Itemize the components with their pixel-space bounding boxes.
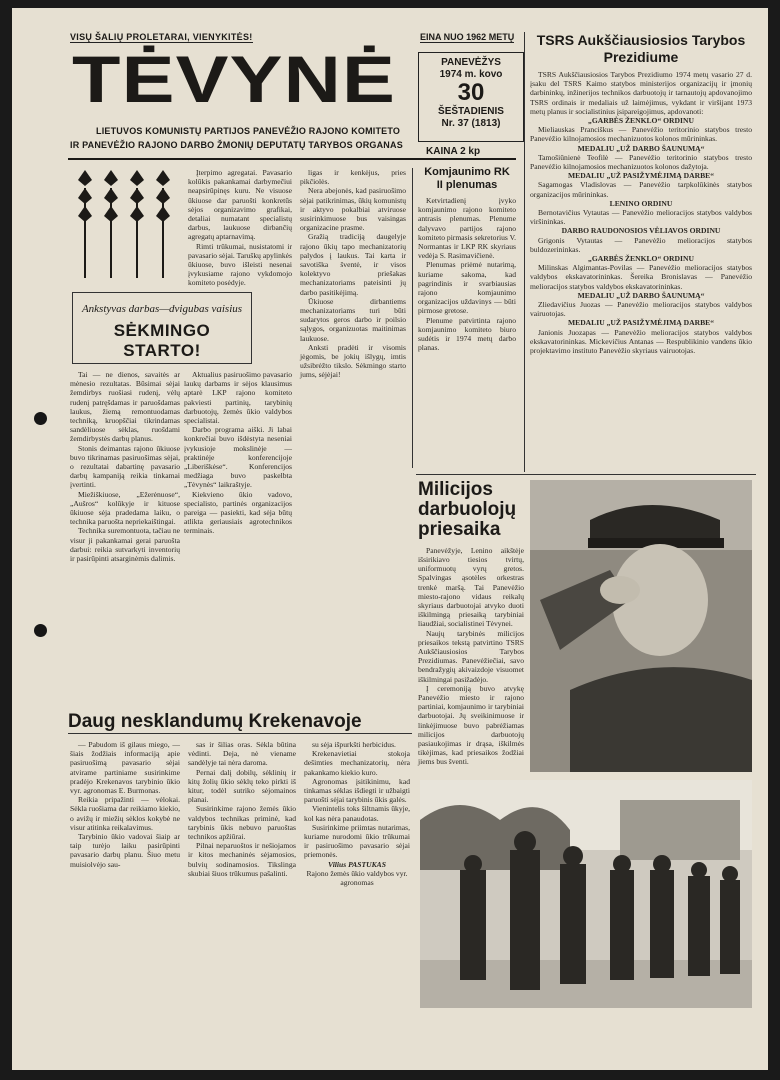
award-name: MEDALIU „UŽ PASIŽYMĖJIMĄ DARBE“	[567, 171, 715, 181]
binder-hole	[34, 412, 47, 425]
subtitle-line-2: IR PANEVĖŽIO RAJONO DARBO ŽMONIŲ DEPUTATŲ TARYBOS ORGANAS	[70, 140, 403, 150]
paragraph: Ūkiuose dirbantiems mechanizatoriams turi būti sudarytos geros darbo ir poilsio sąlygos, organizuotas maitinimas laukuose.	[300, 296, 406, 343]
article-author-role: Rajono žemės ūkio valdybos vyr. agronomas	[306, 868, 408, 888]
presidium-body	[530, 70, 752, 466]
milicija-body	[418, 545, 524, 767]
paragraph: Reikia pripažinti — vėlokai. Sėkla ruošiama dar reikiamo kiekio, o avižų ir miežių sėklos kokybė ne visur atitinka reikalavimus.	[70, 795, 180, 832]
award-name: LENINO ORDINU	[609, 198, 673, 208]
krekenava-column-3	[304, 740, 410, 1012]
paragraph: Plenume patvirtinta rajono komjaunimo komiteto biuro sudėtis ir 1974 metų darbo planas.	[418, 315, 516, 353]
milicija-article	[418, 480, 524, 772]
masthead-rule	[68, 158, 516, 160]
award-name: „GARBĖS ŽENKLO“ ORDINU	[588, 254, 694, 264]
section-rule	[416, 474, 756, 475]
newspaper-title: TĖVYNĖ	[72, 42, 397, 116]
paragraph: Krekenavietiai stokoja dešimties mechanizatorių, nėra pakankamo kiekio kuro.	[304, 749, 410, 777]
paragraph: Ketvirtadienį įvyko komjaunimo rajono komiteto antrasis plenumas. Plenume dalyvavo partijos rajono komiteto pirmasis sekretorius V. Normantas ir LKP RK skyriaus vedėja S. Rasimavičienė.	[418, 196, 517, 261]
komjaunimo-title: Komjaunimo RK II plenumas	[424, 166, 510, 191]
wheat-icon	[70, 168, 180, 280]
publication-since: EINA NUO 1962 METŲ	[420, 32, 515, 42]
paragraph: Agronomas įsitikinimu, kad tinkamas sėklas išdiegti ir užbaigti paruošti sėjai tarybinis ūkis galės.	[304, 776, 410, 805]
issue-number: Nr. 37 (1813)	[441, 117, 501, 129]
award-recipient: Grigonis Vytautas — Panevėžio melioracijos statybos buldozerininkas.	[530, 235, 752, 254]
paragraph: TSRS Aukščiausiosios Tarybos Prezidiumo 1974 metų vasario 27 d. įsaku del TSRS Kaimo statybos ministerijos organizacijų ir įmonių darbininkų, inžinerijos technikos darbuotojų ir tarnautojų apdovanojimo TSRS ordinais ir medaliais už laimėjimus, vykdant ir viršijant 1973 metų planus ir socialistinius įsipareigojimus, apdovanoti:	[530, 70, 752, 116]
date-day: 30	[457, 79, 485, 106]
paragraph: Panevėžyje, Lenino aikštėje išsirikiavo tiesios tvirtų, uniformuotų vyrų gretos. Spalvingas ąsotėles orkestras trenkė maršą. Tai Panevėžio miesto-rajono vidaus reikalų skyriaus darbuotojai atvyko duoti iškilmingą priesaiką tarybiniai liaudžiai, socialistinei Tėvynei.	[418, 545, 524, 629]
motto: VISŲ ŠALIŲ PROLETARAI, VIENYKITĖS!	[70, 32, 253, 42]
paragraph: Technika suremontuota, tačiau ne visur ji pakankamai gerai paruošta darbui: reikia sutvarkyti inventorių ir pasirūpinti atsarginėmis dalimis.	[70, 526, 180, 564]
column-divider	[524, 32, 525, 472]
newspaper-page	[12, 8, 768, 1070]
award-recipient: Tamošiūnienė Teofilė — Panevėžio teritorinio statybos tresto Panevėžio kilnojamosios mechanizuotos kolonos dažytoja.	[530, 152, 752, 172]
date-box	[418, 52, 524, 142]
paragraph: Plenumas priėmė nutarimą, kuriame sakoma, kad pagrindinis ir svarbiausias rajono komjaunimo organizacijos uždavinys — būti pirmose gretose.	[418, 260, 516, 316]
award-recipient: Sagamogas Vladislovas — Panevėžio tarpkolūkinės statybos organizacijos mūrininkas.	[530, 180, 752, 199]
krekenava-title: Daug nesklandumų Krekenavoje	[68, 711, 362, 732]
krekenava-column-1	[70, 740, 180, 1012]
officer-salute-photo	[530, 480, 752, 772]
price: KAINA 2 kp	[426, 146, 481, 157]
award-name: DARBO RAUDONOSIOS VĖLIAVOS ORDINU	[561, 226, 721, 236]
starto-column-a	[70, 370, 180, 706]
starto-column-c	[300, 168, 406, 706]
presidium-article	[530, 32, 752, 472]
paragraph: Tai — ne dienos, savaitės ar mėnesio rezultatas. Būsimai sėjai žemdirbys ruošiasi rudenį, vėlų rudenį patręšdamas ir paruošdamas laukus, žiemą remontuodamas techniką, kruopščiai tikrindamas sandėliuose sėklas, ruošdami žemdirbystės darbų planus.	[70, 370, 180, 444]
presidium-title: TSRS Aukščiausiosios Tarybos Prezidiume	[536, 32, 746, 65]
starto-column-b-top	[188, 168, 292, 288]
komjaunimo-article	[418, 166, 516, 470]
starto-column-b-bottom	[184, 370, 292, 706]
award-name: MEDALIU „UŽ DARBO ŠAUNUMĄ“	[577, 143, 705, 153]
award-recipient: Zliedavičius Juozas — Panevėžio melioracijos statybos valdybos vairuotojas.	[530, 300, 752, 319]
starto-headline-box	[72, 292, 252, 364]
paragraph: Rimti trūkumai, nusistatomi ir pavasario sėjai. Taruškų apylinkės ūkiuose, buvo išleisti nesenai įvykusiame rajono vykdomojo komiteto posėdyje.	[188, 241, 292, 288]
krekenava-column-2	[188, 740, 296, 1012]
paragraph: Stonis deimantas rajono ūkiuose buvo tikrinamas pasiruošimas sėjai, o rezultatai dabartinę pavasario darbų kampaniją reikia tinkamai įvertinti.	[70, 443, 180, 490]
date-city: PANEVĖŽYS	[441, 57, 501, 68]
paragraph: Tarybinio ūkio vadovai šiaip ar taip turėjo laiku pasirūpinti pavasario darbų planu. Šiuo metu muisiolvėjo sau-	[70, 832, 180, 869]
parade-photo	[420, 780, 752, 1008]
article-author: Vilius PASTUKAS	[328, 859, 386, 869]
paragraph: Darbo programa aiški. Ji labai konkrečiai buvo išdėstyta neseniai įvykusioje mokslinėje — praktinėje konferencijoje „Liberiškėse“. Konferencijos medžiaga buvo paskelbta „Tėvynės“ laikraštyje.	[184, 425, 292, 490]
paragraph: Miežiškiuose, „Ežerėnuose“, „Aušros“ kolūkyje ir kituose ūkiuose sėja pradedama laiku, o technika paruošta nepriekaištingai.	[70, 489, 180, 527]
starto-kicker: Ankstyvas darbas—dvigubas vaisius	[81, 303, 243, 315]
paragraph: Anksti pradėti ir visomis jėgomis, be jokių išlygų, imtis užsibrėžto tikslo. Sėkmingo starto jums, sėjėjai!	[300, 342, 406, 380]
column-divider	[412, 168, 413, 468]
paragraph: Pernai dalį dobilų, sėklinių ir kitų žolių ūkio sėklų teko pirkti iš kitur, todėl sutriko sėjomainos planai.	[188, 767, 296, 805]
award-recipient: Milinskas Algimantas-Povilas — Panevėžio melioracijos statybos valdybos ekskavatorininkas. Šereika Bronislavas — Panevėžio melioracijos statybos valdybos ekskavatorininkas.	[530, 263, 752, 291]
paragraph: Susirinkime priimtas nutarimas, kuriame nurodomi ūkio trūkumai ir pasiruošimo pavasario sėjai priemonės.	[304, 822, 410, 860]
paragraph: Įterpimo agregatai. Pavasario kolūkis pakankamai darbymečiui neapsirūpinęs kuru. Ne visuose ūkiuose dar paruošti konkretūs sėjos organizavimo grafikai, detaliai numatant specialistų darbus, laukuose dirbančių agregatų aptarnavimą.	[188, 168, 292, 242]
paragraph: Kiekvieno ūkio vadovo, specialisto, partinės organizacijos pareiga — pasiekti, kad sėja būtų atlikta geriausiais agrotechnikos terminais.	[184, 489, 292, 536]
paragraph: Gražią tradiciją daugelyje rajono ūkių tapo mechanizatorių palydos į laukus. Tai karta ir savotiška šventė, ir visos kolektyvo priešakas mechanizatoriams pateisinti jų darbo pasitikėjimą.	[300, 232, 406, 297]
paragraph: ligas ir kenkėjus, pries pikčiolės.	[300, 168, 406, 187]
paragraph: sas ir šilias oras. Sėkla būtina vėdinti. Deja, nė viename sandėlyje tai nėra daroma.	[188, 740, 296, 768]
paragraph: Aktualius pasiruošimo pavasario laukų darbams ir sėjos klausimus aptarė LKP rajono komiteto pakviesti partinių, tarybinių darbuotojų, žemės ūkio valdybos specialistai.	[184, 370, 292, 426]
date-year-month: 1974 m. kovo	[439, 68, 503, 80]
date-weekday: ŠEŠTADIENIS	[438, 106, 504, 118]
award-name: MEDALIU „UŽ PASIŽYMĖJIMĄ DARBE“	[567, 318, 715, 328]
wheat-illustration	[70, 168, 180, 280]
paragraph: Nera abejonės, kad pasiruošimo sėjai patikrinimas, ūkių komunistų ir aktyvo pokalbiai atviruose susirinkimuose bus vaisingas organizacine prasme.	[300, 186, 406, 233]
paragraph: su sėja išpurkšti herbicidus.	[312, 740, 396, 749]
award-recipient: Janionis Juozapas — Panevėžio melioracijos statybos valdybos ekskavatorininkas. Mickevičius Antanas — Respublikinio vandens ūkio projektavimo instituto Panevėžio skyriaus vairuotojas.	[530, 327, 752, 356]
paragraph: Naujų tarybinės milicijos priesaikos tekstą patvirtino TSRS Aukščiausiosios Tarybos Prezidiumas. Panevėžiečiai, savo bendražygių akivaizdoje visuomet iškilmingai pasižadėjo.	[418, 628, 524, 684]
paragraph: Susirinkime rajono žemės ūkio valdybos technikas priminė, kad tarybinis ūkis nebuvo paruoštas technikos apžiūrai.	[188, 804, 296, 842]
award-name: „GARBĖS ŽENKLO“ ORDINU	[588, 116, 694, 126]
paragraph: Pilnai neparuoštos ir nešiojamos ir kitos mechaninės sėjamosios, bulvių sodinamosios. Tikslinga skubiai šiuos trūkumus pašalinti.	[188, 841, 296, 878]
award-recipient: Mieliauskas Pranciškus — Panevėžio teritorinio statybos tresto Panevėžio kilnojamosios mechanizuotos kolonos mūrininkas.	[530, 125, 752, 144]
krekenava-title-bar	[68, 712, 412, 734]
komjaunimo-body	[418, 196, 516, 470]
award-recipient: Bernotavičius Vytautas — Panevėžio melioracijos statybos valdybos viršininkas.	[530, 208, 752, 227]
paragraph: Į ceremoniją buvo atvykę Panevėžio miesto ir rajono partiniai, komjaunimo ir tarybiniai darbuotojai. Jų sveikinimuose ir linkėjimuose buvo pabrėžiamas milicijos darbuotojų pasiaukojimas ir drąsa, iškilmės tikėjimas, kad priesaikos žodžiai jiems bus šventi.	[418, 683, 524, 767]
paragraph: — Pabudom iš gilaus miego, — šiais žodžiais informaciją apie pasiruošimą pavasario sėjai atvirame partiniame susirinkime pradėjo Krekenavos tarybinio ūkio vyr. agronomas E. Burmonas.	[70, 740, 180, 796]
binder-hole	[34, 624, 47, 637]
subtitle-line-1: LIETUVOS KOMUNISTŲ PARTIJOS PANEVĖŽIO RAJONO KOMITETO	[96, 126, 401, 136]
milicija-title: Milicijos darbuolojų priesaika	[418, 479, 517, 540]
starto-title: SĖKMINGO STARTO!	[113, 321, 211, 360]
paragraph: Vienintelis toks šiltnamis ūkyje, kol kas nėra panaudotas.	[304, 804, 410, 823]
award-name: MEDALIU „UŽ DARBO ŠAUNUMĄ“	[577, 290, 705, 300]
